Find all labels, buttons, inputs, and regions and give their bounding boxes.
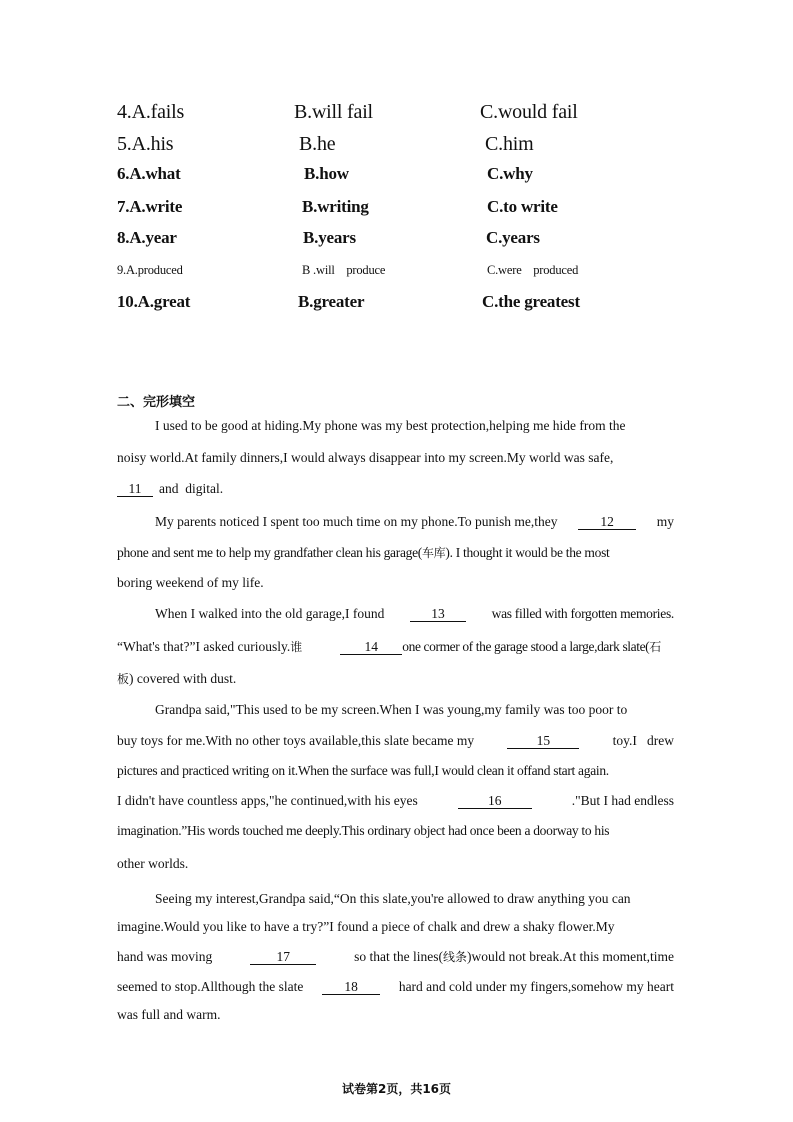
- passage-line: [117, 1007, 674, 1023]
- option-c: C.the greatest: [482, 292, 580, 311]
- text: hard and cold under my fingers,somehow my heart: [398, 979, 674, 994]
- blank-11: 11: [117, 482, 153, 497]
- passage-line: [117, 793, 674, 809]
- blank-13: 13: [410, 607, 466, 622]
- passage-line: [117, 919, 674, 935]
- option-b: B.will fail: [294, 101, 373, 123]
- option-a: 9.A.produced: [117, 263, 183, 277]
- text: toy.I drew: [612, 733, 674, 748]
- blank-18: 18: [322, 980, 380, 995]
- text: buy toys for me.With no other toys available,this slate became my: [117, 733, 475, 748]
- text: boring weekend of my life.: [117, 575, 264, 590]
- text: ."But I had endless: [571, 793, 674, 808]
- option-b: B.writing: [302, 197, 369, 216]
- passage-line: [117, 979, 674, 995]
- text: “What's that?”I asked curiously.: [117, 639, 291, 654]
- passage-line: [117, 544, 674, 561]
- option-c: C.would fail: [480, 101, 578, 123]
- option-c: C.were produced: [487, 263, 579, 277]
- option-b: B.how: [304, 164, 349, 183]
- text: 谁: [290, 640, 303, 654]
- text: Grandpa said,"This used to be my screen.When I was young,my family was too poor to: [155, 702, 628, 717]
- passage-line: [117, 481, 674, 497]
- blank-16: 16: [458, 794, 532, 809]
- option-c: C.why: [487, 164, 533, 183]
- text: 石: [649, 640, 662, 654]
- option-c: C.to write: [487, 197, 558, 216]
- text: When I walked into the old garage,I found: [155, 606, 385, 621]
- option-a: 7.A.write: [117, 197, 183, 216]
- text: one cormer of the garage stood a large,dark slate(: [402, 639, 650, 654]
- option-c: C.him: [485, 133, 534, 155]
- text: imagine.Would you like to have a try?”I found a piece of chalk and drew a shaky flower.My: [117, 919, 615, 934]
- text: hand was moving: [117, 949, 213, 964]
- text: was full and warm.: [117, 1007, 221, 1022]
- passage-line: [117, 948, 674, 965]
- blank-12: 12: [578, 515, 636, 530]
- blank-14: 14: [340, 640, 402, 655]
- text: I didn't have countless apps,"he continued,with his eyes: [117, 793, 418, 808]
- text: I used to be good at hiding.My phone was my best protection,helping me hide from the: [155, 418, 626, 433]
- option-b: B.he: [299, 133, 336, 155]
- section-title: 二、完形填空: [117, 395, 196, 410]
- passage-line: [155, 702, 674, 718]
- text: ) covered with dust.: [129, 671, 237, 686]
- passage-line: [117, 856, 674, 872]
- option-a: 4.A.fails: [117, 101, 185, 123]
- text: pictures and practiced writing on it.When the surface was full,I would clean it offand start again.: [117, 763, 609, 778]
- text: other worlds.: [117, 856, 189, 871]
- text: imagination.”His words touched me deeply.This ordinary object had once been a doorway to his: [117, 823, 610, 838]
- passage-line: [155, 891, 674, 907]
- passage-line: [117, 575, 674, 591]
- text: seemed to stop.Allthough the slate: [117, 979, 304, 994]
- option-c: C.years: [486, 228, 540, 247]
- option-b: B .will produce: [302, 263, 386, 277]
- option-a: 8.A.year: [117, 228, 177, 247]
- option-b: B.years: [303, 228, 356, 247]
- passage-line: [117, 670, 674, 687]
- blank-17: 17: [250, 950, 316, 965]
- blank-15: 15: [507, 734, 579, 749]
- passage-line: [155, 514, 674, 530]
- passage-line: [117, 638, 722, 655]
- page-footer: 试卷第2页，共16页: [341, 1082, 452, 1096]
- text: so that the lines(线条)would not break.At this moment,time: [354, 949, 674, 964]
- option-a: 6.A.what: [117, 164, 181, 183]
- option-b: B.greater: [298, 292, 365, 311]
- text: and digital.: [159, 481, 224, 496]
- passage-line: [117, 450, 674, 466]
- text: 板: [117, 672, 130, 686]
- text: my: [656, 514, 674, 529]
- text: My parents noticed I spent too much time on my phone.To punish me,they: [155, 514, 558, 529]
- passage-line: [155, 418, 674, 434]
- option-a: 5.A.his: [117, 133, 174, 155]
- text: Seeing my interest,Grandpa said,“On this slate,you're allowed to draw anything you can: [155, 891, 631, 906]
- passage-line: [117, 733, 674, 749]
- passage-line: [117, 763, 674, 779]
- text: was filled with forgotten memories.: [491, 606, 674, 621]
- text: phone and sent me to help my grandfather clean his garage(车库). I thought it would be the most: [117, 545, 610, 560]
- text: noisy world.At family dinners,I would always disappear into my screen.My world was safe,: [117, 450, 614, 465]
- option-a: 10.A.great: [117, 292, 191, 311]
- passage-line: [117, 823, 674, 839]
- passage-line: [155, 606, 674, 622]
